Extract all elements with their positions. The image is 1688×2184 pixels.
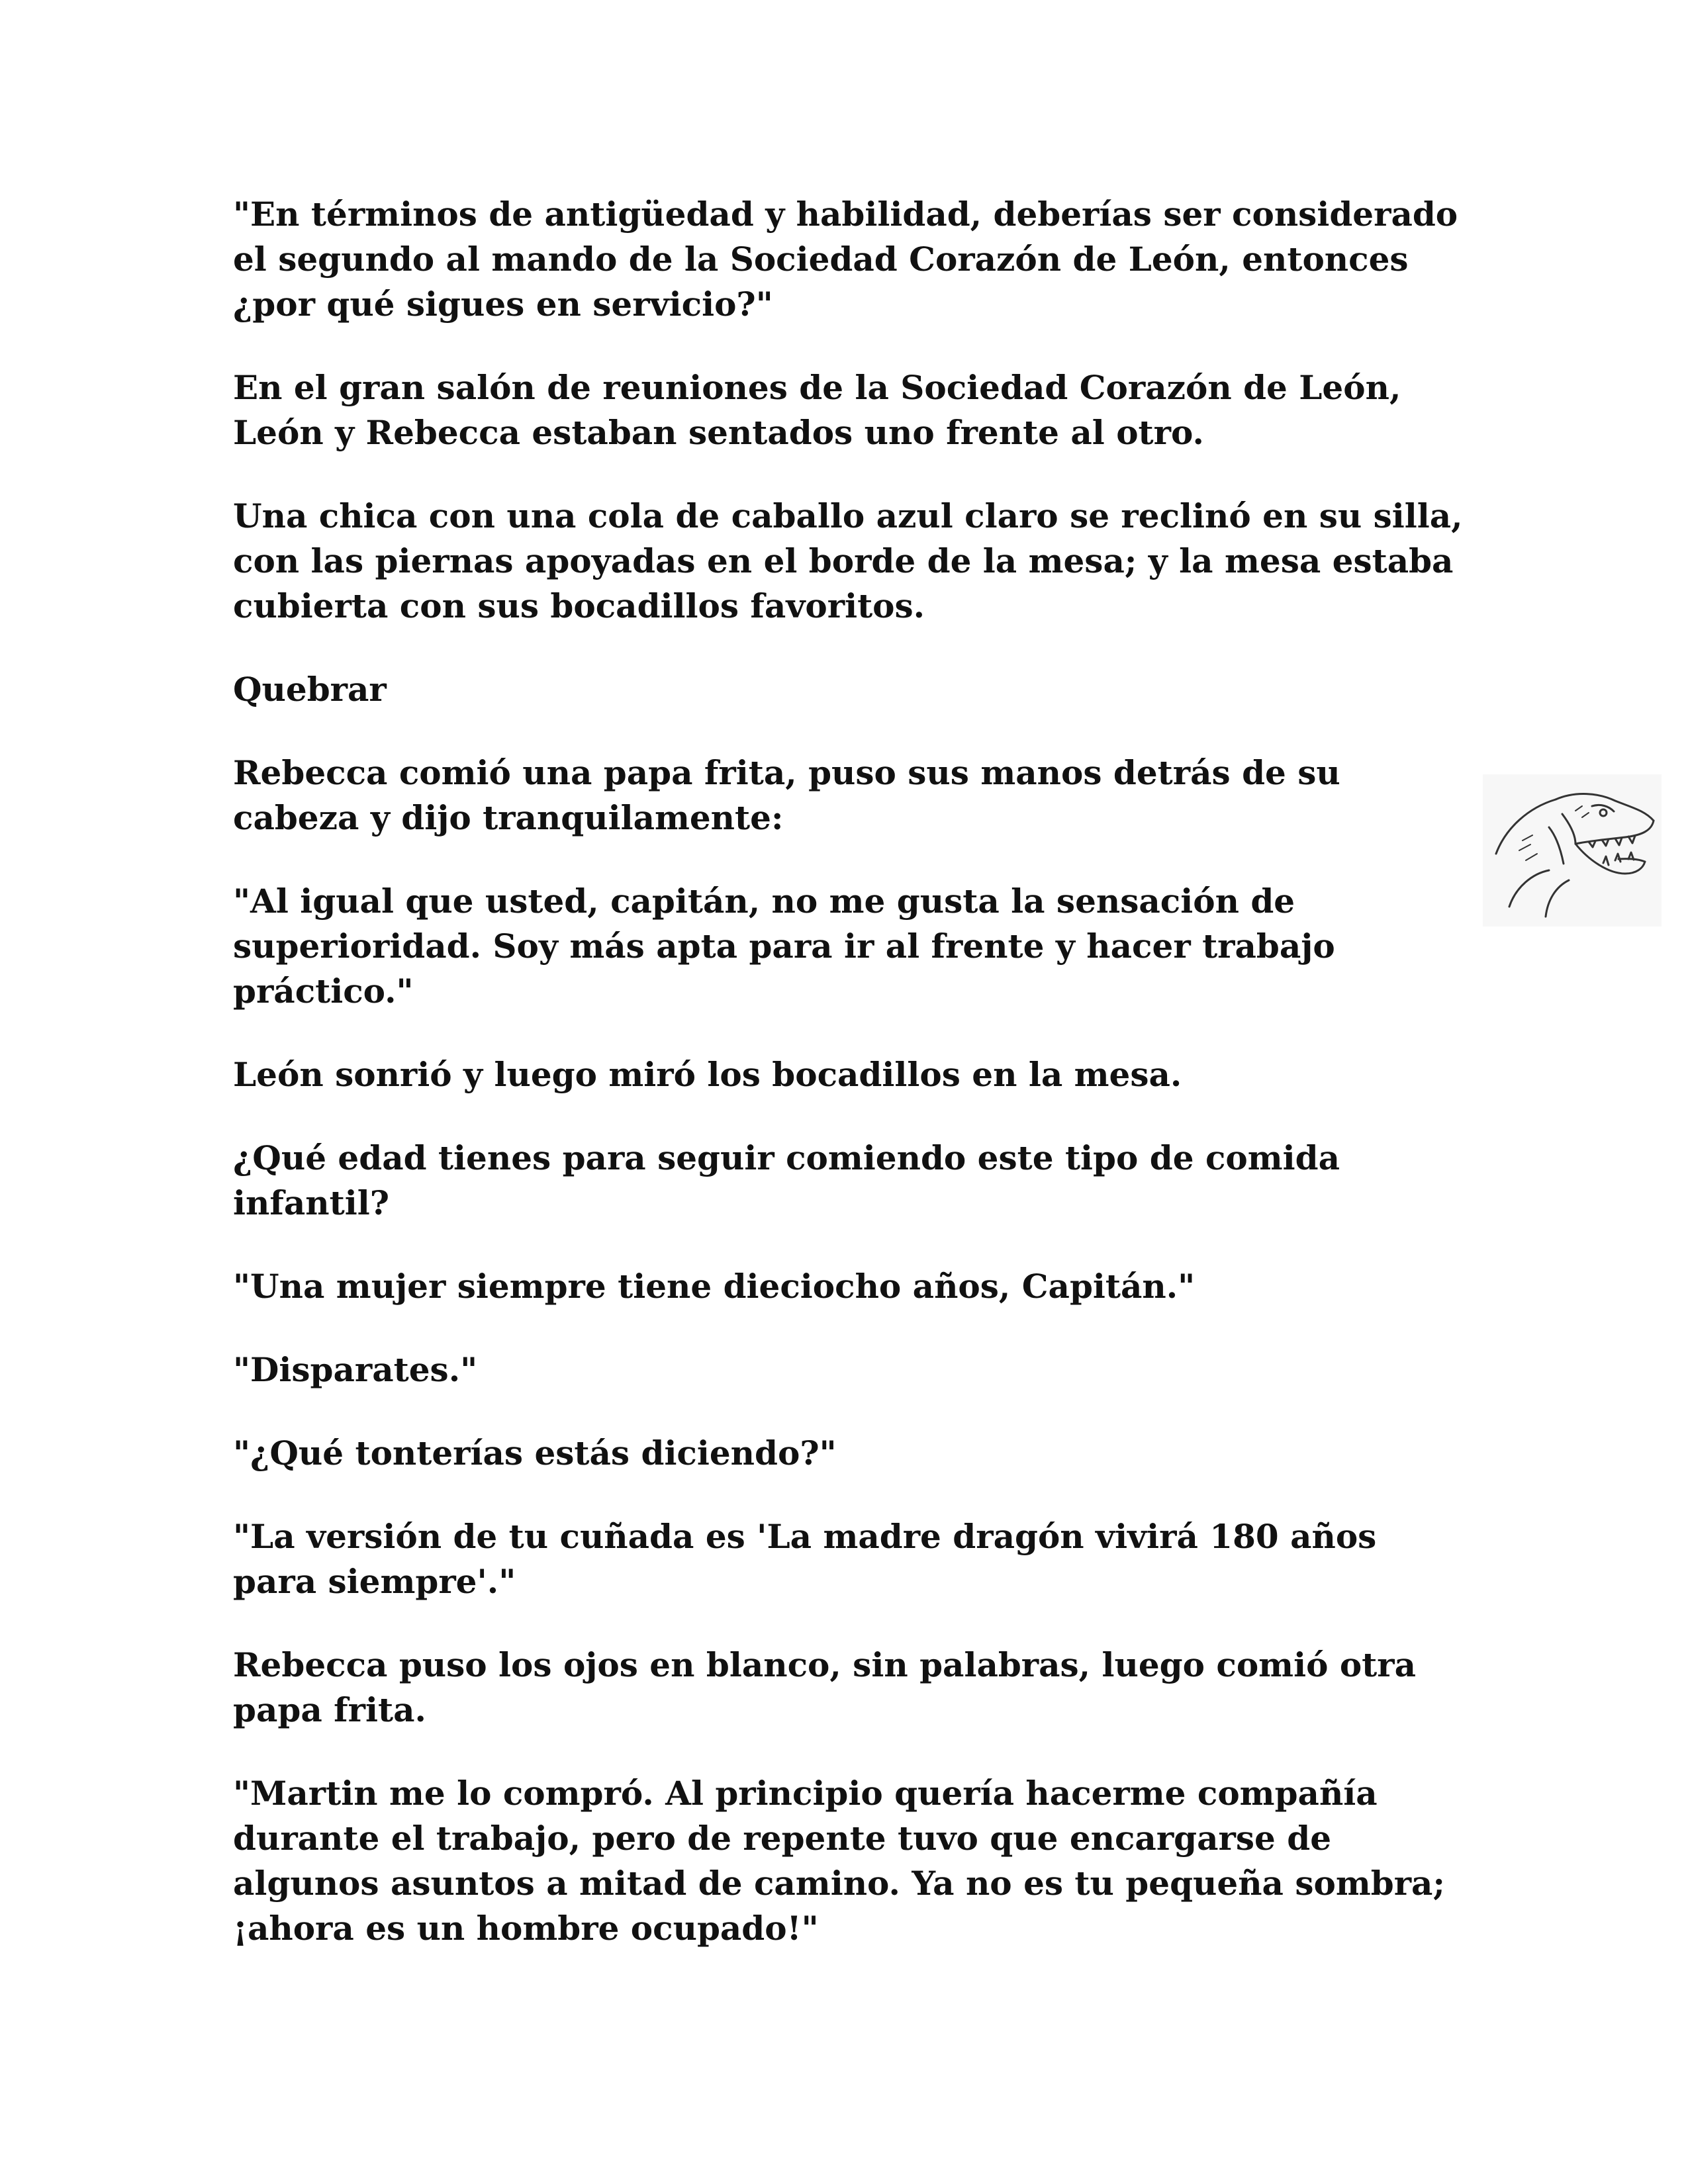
paragraph-13: Rebecca puso los ojos en blanco, sin palabras, luego comió otra papa frita. [233, 1645, 1417, 1729]
paragraph-2: En el gran salón de reuniones de la Sociedad Corazón de León, León y Rebecca estaban sentados uno frente al otro. [233, 368, 1401, 452]
paragraph-14: "Martin me lo compró. Al principio quería hacerme compañía durante el trabajo, pero de repente tuvo que encargarse de algunos asuntos a mitad de camino. Ya no es tu pequeña sombra; ¡ahora es un hombre ocupado!" [233, 1774, 1445, 1948]
paragraph-9: "Una mujer siempre tiene dieciocho años, Capitán." [233, 1267, 1196, 1306]
paragraph-1: "En términos de antigüedad y habilidad, deberías ser considerado el segundo al mando de la Sociedad Corazón de León, entonces ¿por qué sigues en servicio?" [233, 195, 1458, 324]
paragraph-10: "Disparates." [233, 1350, 478, 1389]
paragraph-6: "Al igual que usted, capitán, no me gusta la sensación de superioridad. Soy más apta para ir al frente y hacer trabajo práctico." [233, 882, 1335, 1011]
paragraph-7: León sonrió y luego miró los bocadillos en la mesa. [233, 1055, 1182, 1094]
paragraph-8: ¿Qué edad tienes para seguir comiendo este tipo de comida infantil? [233, 1138, 1340, 1222]
paragraph-3: Una chica con una cola de caballo azul claro se reclinó en su silla, con las piernas apoyadas en el borde de la mesa; y la mesa estaba cubierta con sus bocadillos favoritos. [233, 496, 1463, 625]
paragraph-4: Quebrar [233, 670, 387, 709]
paragraph-12: "La versión de tu cuñada es 'La madre dragón vivirá 180 años para siempre'." [233, 1517, 1377, 1601]
paragraph-5: Rebecca comió una papa frita, puso sus manos detrás de su cabeza y dijo tranquilamente: [233, 753, 1340, 837]
document-body [233, 192, 1464, 1989]
paragraph-11: "¿Qué tonterías estás diciendo?" [233, 1433, 837, 1473]
dinosaur-head-sketch-icon [1483, 774, 1662, 927]
